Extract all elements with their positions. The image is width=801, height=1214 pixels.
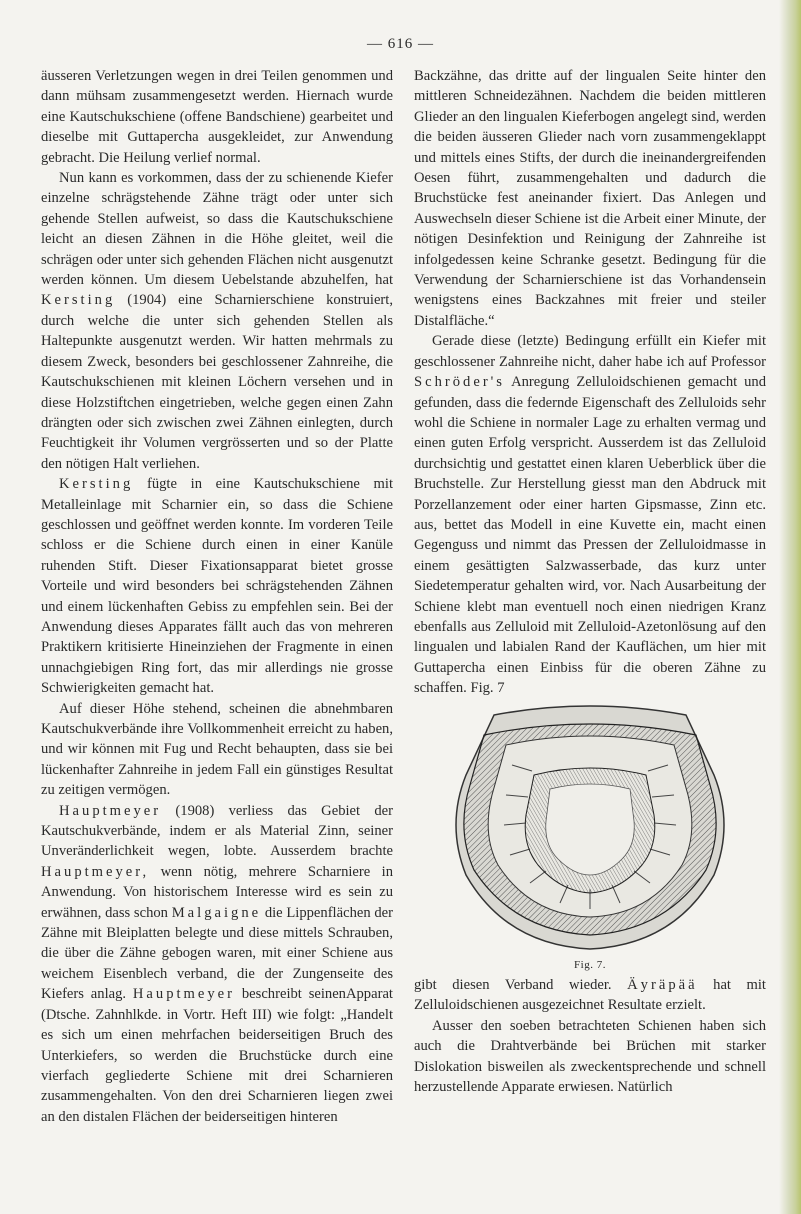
paragraph: gibt diesen Verband wieder. Äyräpää hat mit Zelluloidschienen ausgezeichnet Resultate erzielt. <box>414 977 766 1014</box>
left-column <box>41 66 393 1127</box>
author-name: Malgaigne <box>171 904 262 921</box>
page-edge-shadow <box>779 0 801 1214</box>
paragraph: Hauptmeyer (1908) verliess das Gebiet der Kautschukverbände, indem er als Material Zinn, seiner Unveränderlichkeit wegen, lobte. Ausserdem brachte Hauptmeyer, wenn nötig, mehrere Scharniere in Anwendung. Von historischem Interesse wird es sein zu erwähnen, dass schon Malgaigne die Lippenflächen der Zähne mit Bleiplatten belegte und diese mittels Schrauben, die über die Zähne gebogen waren, mit einer Schiene aus weichem Eisenblech verband, die der Zungenseite des Kiefers anlag. Hauptmeyer beschreibt seinenApparat (Dtsche. Zahnhlkde. in Vortr. Heft III) wie folgt: „Handelt es sich um einen mehrfachen beiderseitigen Bruch des Unterkiefers, so werden die Bruchstücke durch eine vierfach gegliederte Schiene mit drei Scharnieren zusammengehalten. Von den drei Scharnieren liegen zwei an den distalen Flächen der beiderseitigen hinteren <box>41 802 393 1125</box>
paragraph: äusseren Verletzungen wegen in drei Teilen genommen und dann mühsam zusammengesetzt werden. Hiernach wurde eine Kautschukschiene (offene Bandschiene) gearbeitet und dieselbe mit Guttapercha ausgekleidet, zur Anwendung gebracht. Die Heilung verlief normal. <box>41 68 393 166</box>
paragraph: Ausser den soeben betrachteten Schienen haben sich auch die Drahtverbände bei Brüchen mit starker Dislokation bisweilen als zweckentsprechende und schnell herzustellende Apparate erwiesen. Natürlich <box>414 1017 766 1096</box>
author-name: Hauptmeyer <box>132 986 236 1003</box>
right-column <box>414 66 766 1097</box>
paragraph: Backzähne, das dritte auf der lingualen Seite hinter den mittleren Schneidezähnen. Nachdem die beiden mittleren Glieder an den lingualen Kieferbogen angelegt sind, werden die beiden äusseren Glieder nach vorn zusammengeklappt und mittels eines Stifts, der durch die ineinandergreifenden Oesen führt, zusammengehalten und dadurch die Bruchstücke fest aneinander fixiert. Das Anlegen und Auswechseln dieser Schiene ist die Arbeit einer Minute, der nötigen Desinfektion und Reinigung der Zahnreihe ist infolgedessen keine Schranke gesetzt. Bedingung für die Verwendung der Scharnierschiene ist das Vorhandensein wenigstens eines Backzahnes mit freier und steiler Distalfläche.“ <box>414 68 766 329</box>
author-name: Schröder's <box>414 374 505 391</box>
splint-illustration <box>414 705 766 955</box>
figure-caption: Fig. 7. <box>574 958 606 971</box>
author-name: Hauptmeyer, <box>41 863 150 880</box>
author-name: Äyräpää <box>627 977 698 993</box>
paragraph: Kersting fügte in eine Kautschukschiene mit Metalleinlage mit Scharnier ein, so dass die Schiene geschlossen und geöffnet werden konnte. Im vorderen Teile schloss er die Schiene durch einen in einer Kanüle ruhenden Stift. Dieser Fixationsapparat bietet grosse Vorteile und wird besonders bei schrägstehenden Zähnen und einem lückenhaften Gebiss zu empfehlen sein. Bei der Anwendung dieses Apparates fällt auch das von mehreren Praktikern kritisierte Hineinziehen der Fragmente in einen unnachgiebigen Ring fort, das mir allerdings nie grosse Schwierigkeiten gemacht hat. <box>41 476 394 697</box>
author-name: Hauptmeyer <box>59 802 162 819</box>
figure-celluloid-splint <box>414 705 766 955</box>
paragraph: Auf dieser Höhe stehend, scheinen die abnehmbaren Kautschukverbände ihre Vollkommenheit erreicht zu haben, und wir können mit Fug und Recht behaupten, dass sie bei lückenhafter Zahnreihe in jedem Fall ein günstiges Resultat zu zeitigen vermögen. <box>41 700 393 799</box>
author-name: Kersting <box>59 476 134 493</box>
author-name: Kersting <box>41 292 116 309</box>
paragraph: Nun kann es vorkommen, dass der zu schienende Kiefer einzelne schrägstehende Zähne trägt oder unter sich gehende Stellen aufweist, so dass die Kautschukschiene leicht an diesen Zähnen in die Höhe gleitet, weil die schrägen oder unter sich gehenden Flächen nicht ausgenutzt werden können. Um diesem Uebelstande abzuhelfen, hat Kersting (1904) eine Scharnierschiene konstruiert, durch welche die unter sich gehenden Stellen als Haltepunkte ausgenutzt werden. Wir hatten mehrmals zu diesem Zweck, besonders bei geschlossener Zahnreihe, die Kautschukschienen mit kleinen Löchern versehen und in diese Holzstiftchen eingetrieben, welche gegen einen Zahn drängten oder sich zwischen zwei Zähnen einlegten, durch Feuchtigkeit ihr Volumen vergrösserten und so der Platte den nötigen Halt verliehen. <box>41 170 393 472</box>
page-number: — 616 — <box>367 36 434 52</box>
paragraph: Gerade diese (letzte) Bedingung erfüllt ein Kiefer mit geschlossener Zahnreihe nicht, daher habe ich auf Professor Schröder's Anregung Zelluloidschienen gemacht und gefunden, dass die federnde Eigenschaft des Zelluloids sehr wohl die Schiene in normaler Lage zu erhalten vermag und einen guten Erfolg verspricht. Ausserdem ist das Zelluloid durchsichtig und gestattet einen klaren Ueberblick über die Bruchstelle. Zur Herstellung giesst man den Abdruck mit Porzellanzement oder einer harten Gipsmasse, Zinn etc. aus, bettet das Modell in eine Kuvette ein, macht einen Gegenguss und nimmt das Pressen der Zelluloidmasse in einem gesättigten Salzwasserbade, das kurz unter Siedetemperatur gehalten wird, vor. Nach Ausarbeitung der Schiene klebt man eventuell noch einen niedrigen Kranz ebenfalls aus Zelluloid mit Zelluloid-Azetonlösung auf den lingualen und labialen Rand der Kauflächen, um hier mit Guttapercha einen Einbiss für die oberen Zähne zu schaffen. Fig. 7 <box>414 333 767 697</box>
